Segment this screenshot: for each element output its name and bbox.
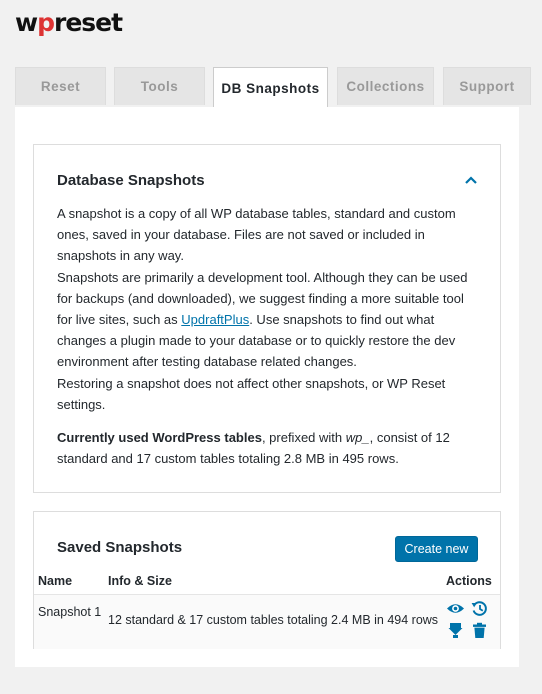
updraftplus-link[interactable]: UpdraftPlus — [181, 312, 250, 328]
column-header-name: Name — [38, 574, 73, 588]
card-title: Saved Snapshots — [57, 539, 183, 556]
main-tabs — [15, 67, 519, 107]
snapshot-info: 12 standard & 17 custom tables totaling 2.4 MB in 494 rows — [108, 613, 439, 627]
tab-db-snapshots[interactable]: DB Snapshots — [213, 67, 328, 108]
card-title: Database Snapshots — [57, 172, 205, 189]
saved-snapshots-card — [33, 511, 501, 649]
eye-icon[interactable] — [446, 600, 465, 617]
tab-reset[interactable]: Reset — [15, 67, 106, 105]
logo-mark: p — [37, 8, 55, 37]
chevron-up-icon[interactable] — [464, 173, 478, 187]
desc-text: , prefixed with — [261, 430, 346, 446]
logo-text-reset: reset — [54, 8, 123, 37]
desc-text: , consist of 12 standard and 17 custom tables totaling 2.8 MB in 495 rows. — [57, 430, 450, 467]
column-header-actions: Actions — [446, 574, 492, 588]
trash-icon[interactable] — [471, 622, 488, 639]
table-row — [34, 594, 500, 649]
download-icon[interactable] — [447, 622, 464, 639]
tab-tools[interactable]: Tools — [114, 67, 205, 105]
snapshot-name: Snapshot 1 — [38, 605, 102, 619]
card-description — [57, 203, 477, 469]
desc-text: . Use snapshots to find out what changes a plugin made to your database or to quickly restore the dev environment after testing database related changes. — [57, 312, 456, 370]
logo-text-w: w — [15, 8, 38, 37]
tab-collections[interactable]: Collections — [337, 67, 434, 105]
tab-panel — [15, 107, 519, 667]
desc-paragraph: Restoring a snapshot does not affect other snapshots, or WP Reset settings. — [57, 375, 446, 412]
table-prefix: wp_ — [345, 430, 370, 446]
desc-paragraph — [57, 267, 477, 373]
current-tables-info — [57, 427, 477, 469]
history-icon[interactable] — [471, 600, 488, 617]
tab-support[interactable]: Support — [443, 67, 531, 105]
wp-reset-logo — [15, 8, 122, 37]
desc-paragraph: A snapshot is a copy of all WP database tables, standard and custom ones, saved in your database. Files are not saved or included in snapshots in any way. — [57, 206, 456, 264]
database-snapshots-card — [33, 144, 501, 493]
current-tables-label: Currently used WordPress tables — [57, 430, 262, 446]
desc-text: Snapshots are primarily a development tool. Although they can be used for backups (and downloaded), we suggest finding a more suitable tool for live sites, such as — [57, 269, 468, 328]
column-header-info: Info & Size — [108, 574, 172, 588]
create-new-button[interactable]: Create new — [395, 536, 478, 562]
